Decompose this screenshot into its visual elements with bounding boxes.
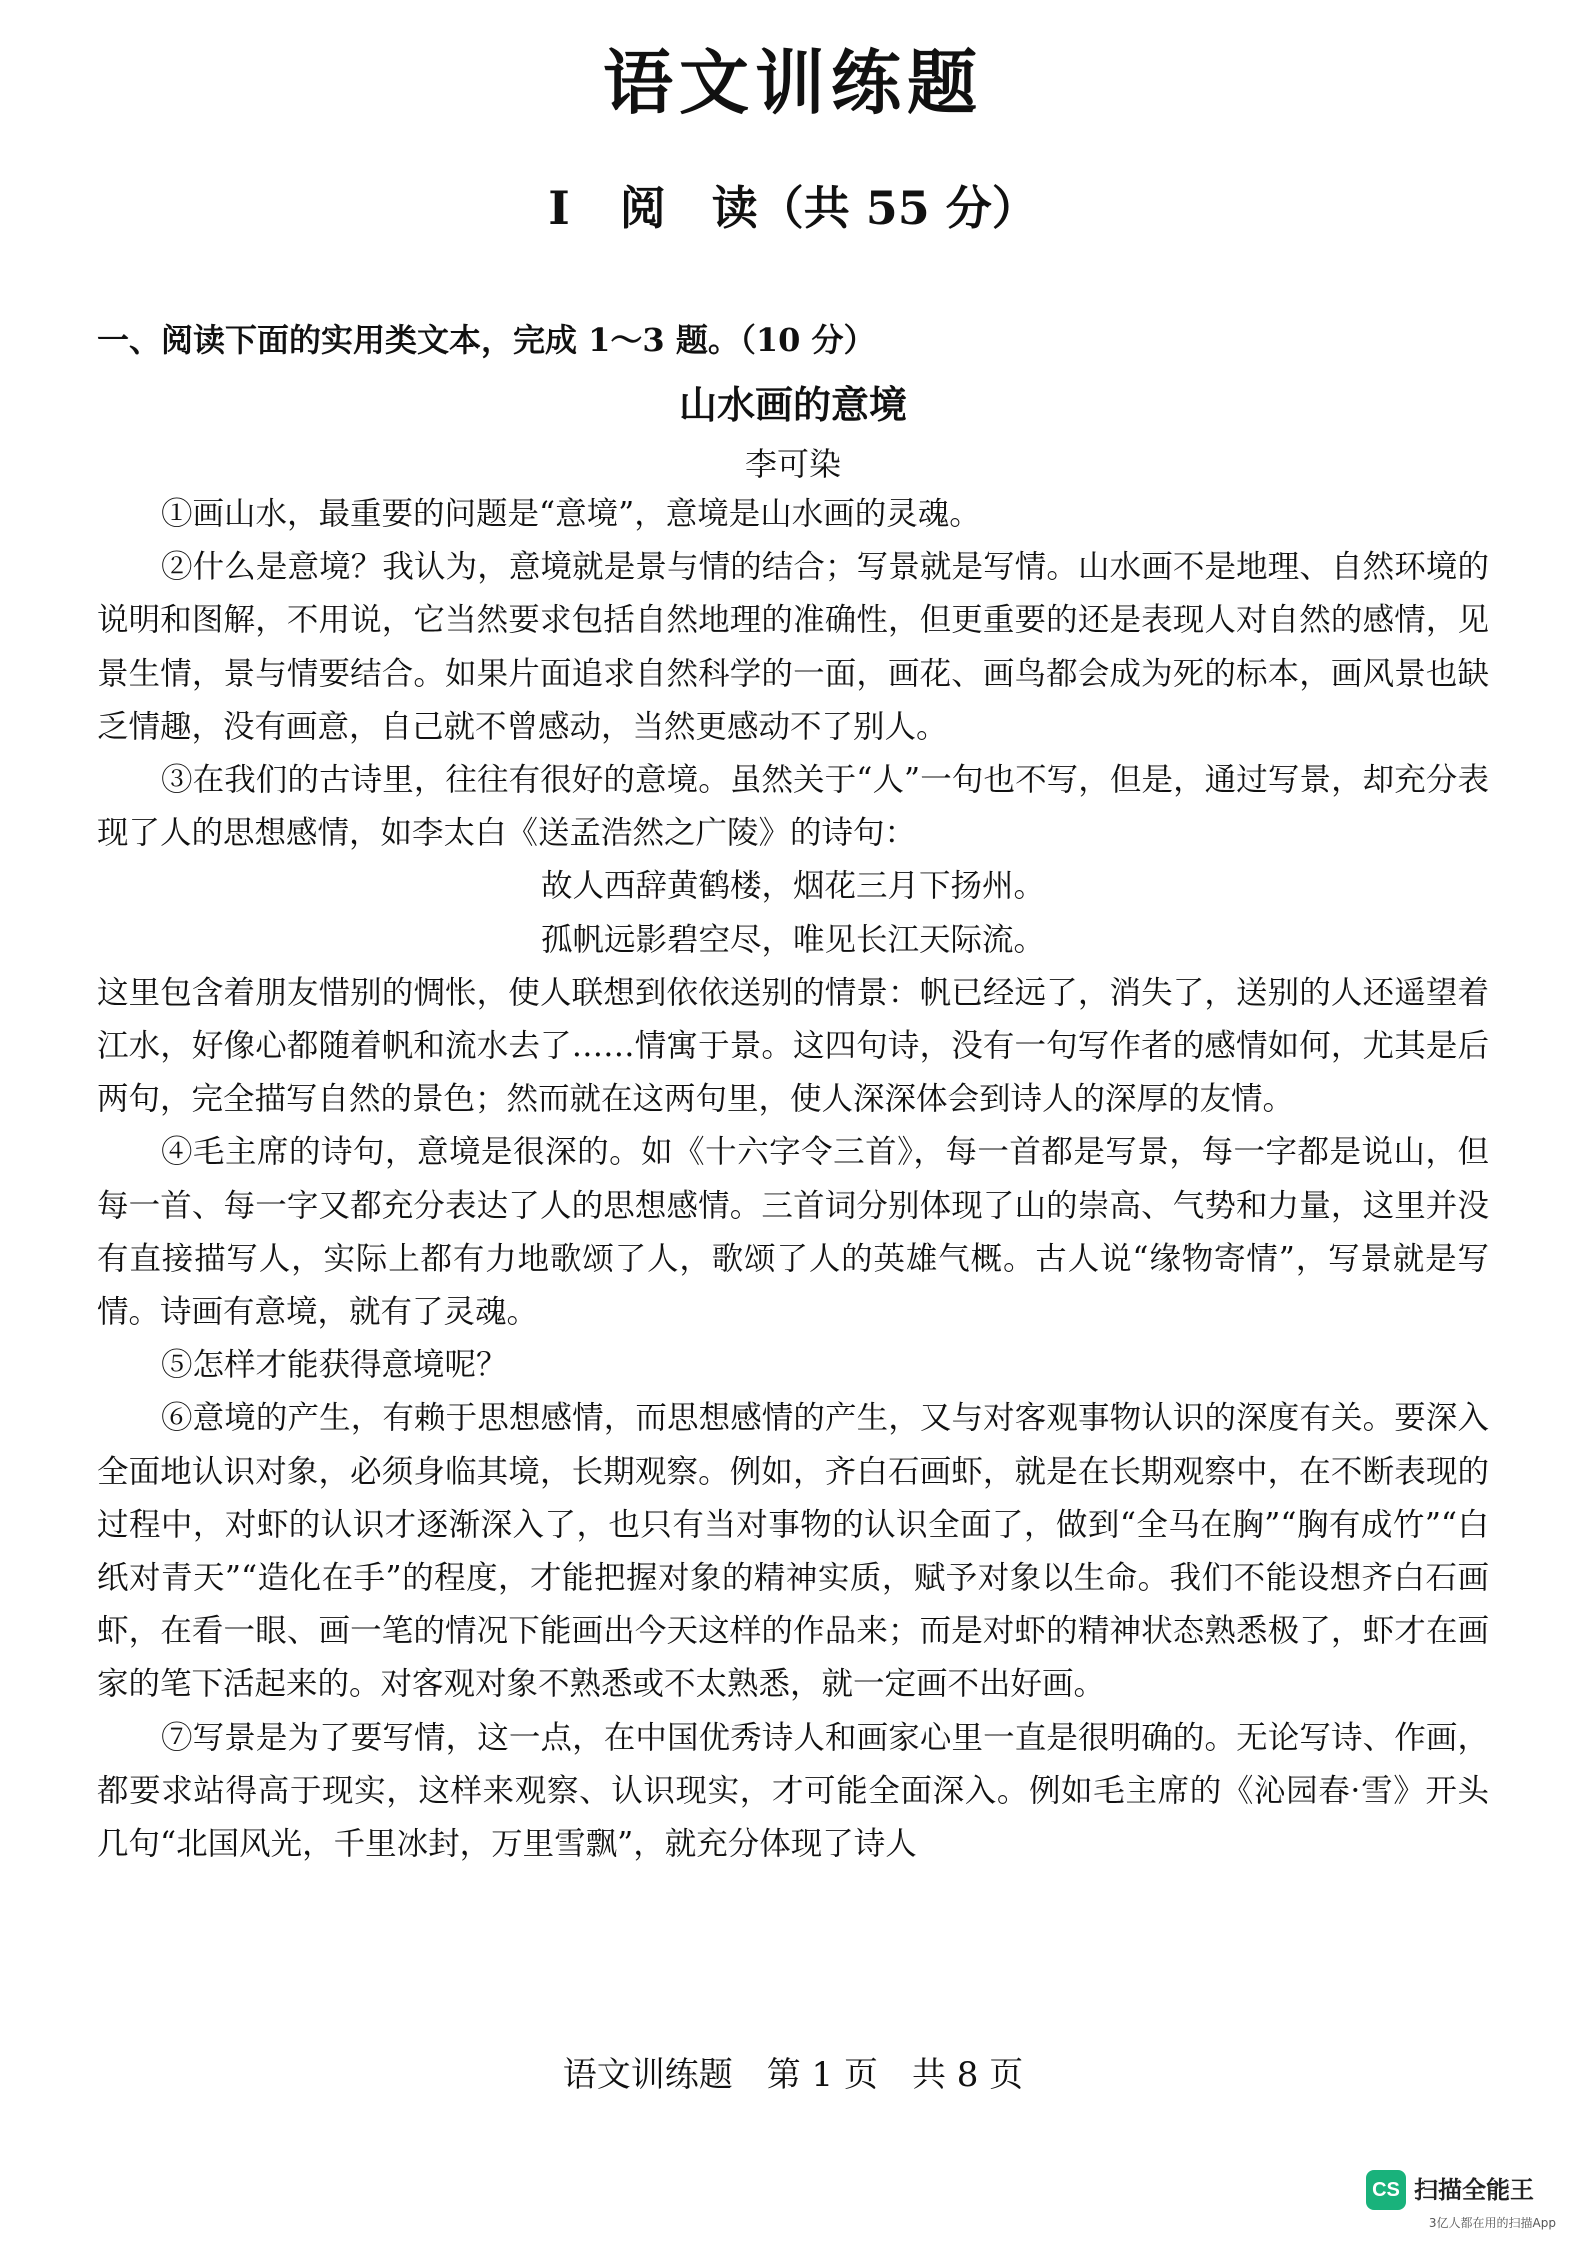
paragraph-4: ④毛主席的诗句，意境是很深的。如《十六字令三首》，每一首都是写景，每一字都是说山，但每一首、每一字又都充分表达了人的思想感情。三首词分别体现了山的崇高、气势和力量，这里并没有直接描写人，实际上都有力地歌颂了人，歌颂了人的英雄气概。古人说“缘物寄情”，写景就是写情。诗画有意境，就有了灵魂。	[97, 1134, 1489, 1331]
question-intro: 一、阅读下面的实用类文本，完成 1～3 题。（10 分）	[97, 321, 876, 359]
poem-line-2: 孤帆远影碧空尽，唯见长江天际流。	[540, 921, 1045, 958]
article-author: 李可染	[744, 445, 841, 483]
page-footer: 语文训练题 第 1 页 共 8 页	[562, 2055, 1024, 2095]
article-title: 山水画的意境	[678, 382, 907, 427]
section-heading-text: 阅 读（共 55 分）	[619, 181, 1038, 235]
paragraph-7: ⑦写景是为了要写情，这一点，在中国优秀诗人和画家心里一直是很明确的。无论写诗、作画，都要求站得高于现实，这样来观察、认识现实，才可能全面深入。例如毛主席的《沁园春·雪》开头几句“北国风光，千里冰封，万里雪飘”，就充分体现了诗人	[97, 1719, 1489, 1863]
section-roman-numeral: Ⅰ	[548, 181, 570, 235]
camscanner-logo-icon: CS	[1366, 2170, 1406, 2210]
watermark-tagline: 3亿人都在用的扫描App	[1428, 2216, 1556, 2230]
paragraph-6: ⑥意境的产生，有赖于思想感情，而思想感情的产生，又与对客观事物认识的深度有关。要深入全面地认识对象，必须身临其境，长期观察。例如，齐白石画虾，就是在长期观察中，在不断表现的过程中，对虾的认识才逐渐深入了，也只有当对事物的认识全面了，做到“全马在胸”“胸有成竹”“白纸对青天”“造化在手”的程度，才能把握对象的精神实质，赋予对象以生命。我们不能设想齐白石画虾，在看一眼、画一笔的情况下能画出今天这样的作品来；而是对虾的精神状态熟悉极了，虾才在画家的笔下活起来的。对客观对象不熟悉或不太熟悉，就一定画不出好画。	[97, 1400, 1489, 1703]
scanner-watermark	[1366, 2168, 1556, 2232]
paragraph-1: ①画山水，最重要的问题是“意境”，意境是山水画的灵魂。	[161, 496, 981, 532]
article-body	[97, 488, 1489, 1871]
paragraph-5: ⑤怎样才能获得意境呢？	[161, 1347, 508, 1384]
section-heading	[0, 178, 1586, 238]
watermark-app-name: 扫描全能王	[1414, 2176, 1534, 2204]
paragraph-2: ②什么是意境？我认为，意境就是景与情的结合；写景就是写情。山水画不是地理、自然环境的说明和图解，不用说，它当然要求包括自然地理的准确性，但更重要的还是表现人对自然的感情，见景生情，景与情要结合。如果片面追求自然科学的一面，画花、画鸟都会成为死的标本，画风景也缺乏情趣，没有画意，自己就不曾感动，当然更感动不了别人。	[97, 549, 1489, 745]
paragraph-3-continued: 这里包含着朋友惜别的惆怅，使人联想到依依送别的情景：帆已经远了，消失了，送别的人还遥望着江水，好像心都随着帆和流水去了……情寓于景。这四句诗，没有一句写作者的感情如何，尤其是后两句，完全描写自然的景色；然而就在这两句里，使人深深体会到诗人的深厚的友情。	[97, 974, 1489, 1118]
page-title: 语文训练题	[603, 41, 983, 124]
paragraph-3: ③在我们的古诗里，往往有很好的意境。虽然关于“人”一句也不写，但是，通过写景，却充分表现了人的思想感情，如李太白《送孟浩然之广陵》的诗句：	[97, 762, 1489, 852]
poem-line-1: 故人西辞黄鹤楼，烟花三月下扬州。	[540, 868, 1045, 905]
